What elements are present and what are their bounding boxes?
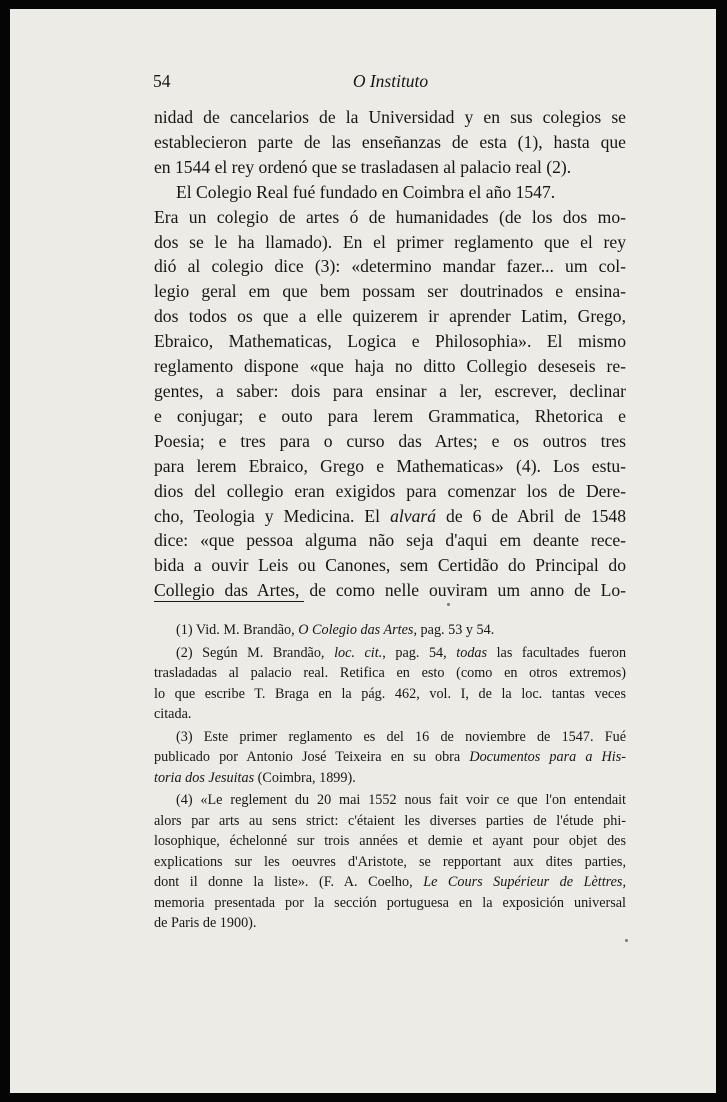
- fn-text: , pag. 53 y 54.: [413, 622, 495, 638]
- footnote-4: [154, 790, 626, 934]
- footnote-line: lo que escribe T. Braga en la pág. 462, vol. I, de la loc. tantas veces: [154, 685, 626, 702]
- body-line: legio geral em que bem possam ser doutrinados e ensina-: [154, 281, 626, 302]
- fn-text: dont il donne la liste». (F. A. Coelho,: [154, 874, 413, 890]
- body-line: Poesia; e tres para o curso das Artes; e os outros tres: [154, 430, 626, 451]
- fn-italic: loc. cit.: [334, 644, 383, 661]
- body-line-part: cho, Teologia y Medicina. El: [154, 505, 381, 526]
- body-line: dió al colegio dice (3): «determino mandar fazer... um col-: [154, 256, 626, 277]
- body-line: El Colegio Real fué fundado en Coimbra el año 1547.: [176, 181, 556, 202]
- footnote-line: [154, 620, 626, 641]
- body-line: Ebraico, Mathematicas, Logica e Philosophia». El mismo: [154, 331, 626, 352]
- body-line: dice: «que pessoa alguma não seja d'aqui em deante rece-: [154, 530, 626, 551]
- body-line: reglamento dispone «que haja no ditto Collegio deseseis re-: [154, 356, 626, 377]
- fn-italic: Le Cours Supérieur de Lèttres,: [423, 874, 626, 890]
- footnote-divider: [154, 601, 304, 602]
- body-line: bida a ouvir Leis ou Canones, sem Certidão do Principal do: [154, 555, 626, 576]
- footnote-line: [154, 747, 626, 768]
- body-line: establecieron parte de las enseñanzas de esta (1), hasta que: [154, 131, 626, 152]
- footnote-line: memoria presentada por la sección portuguesa en la exposición universal: [154, 894, 626, 911]
- body-line: Collegio das Artes, de como nelle ouviram um anno de Lo-: [154, 580, 626, 601]
- footnote-line: explications sur les oeuvres d'Aristote, se repportant aux dites parties,: [154, 853, 626, 870]
- footnote-line: [154, 643, 626, 664]
- fn-text: , pag. 54,: [382, 644, 447, 661]
- body-line: dos todos os que a elle quizerem ir aprender Latim, Grego,: [154, 306, 626, 327]
- footnotes: [154, 620, 626, 936]
- body-line-part: de 6 de Abril de 1548: [446, 505, 627, 526]
- body-line: e conjugar; e outo para lerem Grammatica, Rhetorica e: [154, 405, 626, 426]
- page-number: 54: [153, 71, 171, 91]
- body-line: nidad de cancelarios de la Universidad y en sus colegios se: [154, 107, 626, 127]
- footnote-line: trasladadas al palacio real. Retifica en esto (como en otros extremos): [154, 665, 626, 681]
- body-line: Era un colegio de artes ó de humanidades (de los dos mo-: [154, 206, 626, 227]
- fn-italic: toria dos Jesuitas: [154, 769, 255, 786]
- footnote-line: losophique, échelonné sur trois années et demie et ayant pour objet des: [154, 833, 626, 849]
- body-line: dos se le ha llamado). En el primer reglamento que el rey: [154, 231, 626, 252]
- body-line: dios del collegio eran exigidos para comenzar los de Dere-: [154, 480, 626, 501]
- fn-text: las facultades fueron: [496, 644, 627, 661]
- footnote-line: (3) Este primer reglamento es del 16 de noviembre de 1547. Fué: [176, 728, 626, 745]
- body-line: en 1544 el rey ordenó que se trasladasen al palacio real (2).: [154, 156, 572, 177]
- footnote-3: [154, 727, 626, 789]
- fn-text: (2) Según M. Brandão,: [176, 644, 325, 661]
- body-line: para lerem Ebraico, Grego e Mathematicas» (4). Los estu-: [154, 455, 626, 476]
- fn-italic: todas: [456, 644, 488, 661]
- fn-text: publicado por Antonio José Teixeira en su obra: [154, 749, 461, 765]
- footnote-line: [154, 872, 626, 893]
- fn-italic: Documentos para a His-: [469, 749, 626, 765]
- fn-text: (1) Vid. M. Brandão,: [176, 622, 295, 638]
- book-page: [10, 9, 716, 1093]
- body-text: [154, 105, 626, 603]
- footnote-line: citada.: [154, 706, 192, 722]
- book-title: O Instituto: [352, 71, 429, 91]
- footnote-2: [154, 643, 626, 725]
- body-line: [154, 504, 626, 529]
- fn-text: (Coimbra, 1899).: [257, 769, 356, 786]
- body-line: gentes, a saber: dois para ensinar a ler, escrever, declinar: [154, 380, 626, 401]
- footnote-1: [154, 620, 626, 641]
- footnote-line: alors par arts au sens strict: c'étaient les diverses parties de l'étude phi-: [154, 812, 626, 829]
- page-speck: [447, 603, 450, 606]
- fn-italic: O Colegio das Artes: [298, 622, 414, 638]
- footnote-line: de Paris de 1900).: [154, 915, 257, 931]
- footnote-line: (4) «Le reglement du 20 mai 1552 nous fait voir ce que l'on entendait: [176, 792, 626, 808]
- alvara-word: alvará: [390, 505, 437, 526]
- footnote-line: [154, 768, 626, 789]
- page-speck: [625, 939, 628, 942]
- running-head: [153, 71, 628, 97]
